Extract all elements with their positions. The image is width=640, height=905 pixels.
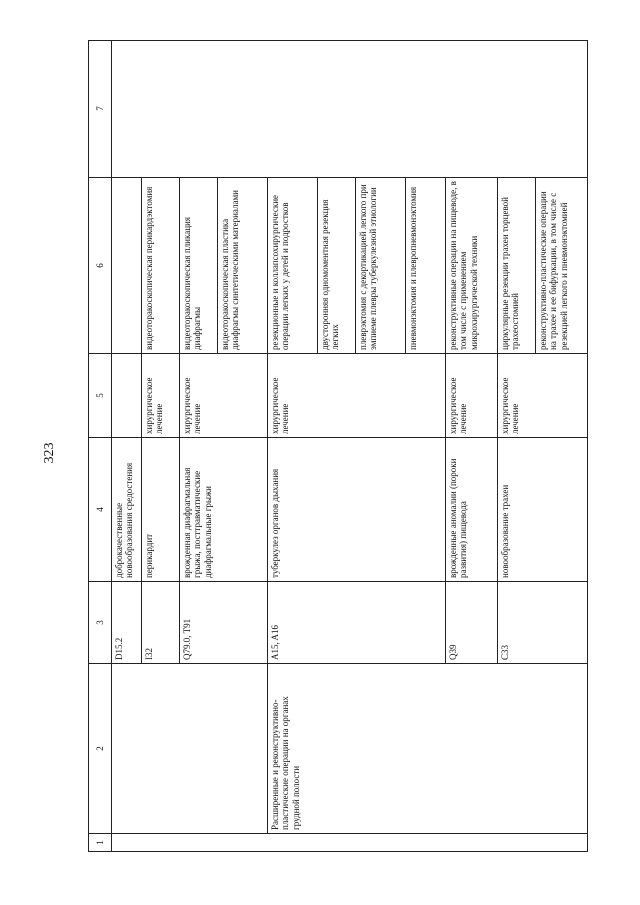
col-header-5: 5 (89, 354, 112, 438)
cell-code: D15.2 (112, 582, 142, 664)
cell-disease: доброкачественные новообразования средостения (112, 438, 142, 582)
cell-treatment: хирургическое лечение (446, 354, 498, 438)
col-header-4: 4 (89, 438, 112, 582)
cell-col7 (112, 40, 588, 178)
cell-treatment: хирургическое лечение (498, 354, 588, 438)
page-number: 323 (42, 442, 57, 464)
medical-care-table (88, 40, 588, 852)
cell-method: пневмонэктомия и плевропневмонэктомия (406, 178, 446, 354)
cell-method: видеоторакоскопическая пликация диафрагмы (180, 178, 218, 354)
col-header-1: 1 (89, 834, 112, 852)
cell-treatment: хирургическое лечение (142, 354, 180, 438)
rotated-table-inner (88, 40, 588, 852)
cell-code: C33 (498, 582, 588, 664)
table-row (112, 40, 142, 852)
cell-disease: врожденные аномалии (пороки развития) пищевода (446, 438, 498, 582)
cell-method: плеврэктомия с декортикацией легкого при эмпиеме плевры туберкулезной этиологии (356, 178, 406, 354)
header-row (89, 40, 112, 852)
rotated-table-container (88, 40, 588, 852)
col-header-6: 6 (89, 178, 112, 354)
col-header-7: 7 (89, 40, 112, 178)
cell-disease: перикардит (142, 438, 180, 582)
cell-method: циркулярные резекции трахеи торцевой трахеостомией (498, 178, 536, 354)
cell-disease: новообразование трахеи (498, 438, 588, 582)
cell-code: Q79.0, T91 (180, 582, 268, 664)
cell-code: I32 (142, 582, 180, 664)
cell-code: Q39 (446, 582, 498, 664)
cell-col2-continued (112, 664, 268, 834)
cell-method (112, 178, 142, 354)
cell-method: реконструктивные операции на пищеводе, в том числе с применением микрохирургической техники (446, 178, 498, 354)
cell-method: двусторонняя одномоментная резекция легких (318, 178, 356, 354)
cell-treatment: хирургическое лечение (268, 354, 446, 438)
cell-method: резекционные и коллапсохирургические операции легких у детей и подростков (268, 178, 318, 354)
cell-treatment: хирургическое лечение (180, 354, 268, 438)
cell-method: реконструктивно-пластические операции на трахее и ее бифуркации, в том числе с резекцией легкого и пневмонэктомией (536, 178, 588, 354)
group-title: Расширенные и реконструктивно-пластические операции на органах грудной полости (268, 664, 588, 834)
cell-treatment (112, 354, 142, 438)
cell-col1 (112, 834, 588, 852)
cell-method: видеоторакоскопическая пластика диафрагмы синтетическими материалами (218, 178, 268, 354)
cell-method: видеоторакоскопическая перикардэктомия (142, 178, 180, 354)
col-header-3: 3 (89, 582, 112, 664)
cell-disease: туберкулез органов дыхания (268, 438, 446, 582)
col-header-2: 2 (89, 664, 112, 834)
cell-code: A15, A16 (268, 582, 446, 664)
cell-disease: врожденная диафрагмальная грыжа, посттравматические диафрагмальные грыжи (180, 438, 268, 582)
